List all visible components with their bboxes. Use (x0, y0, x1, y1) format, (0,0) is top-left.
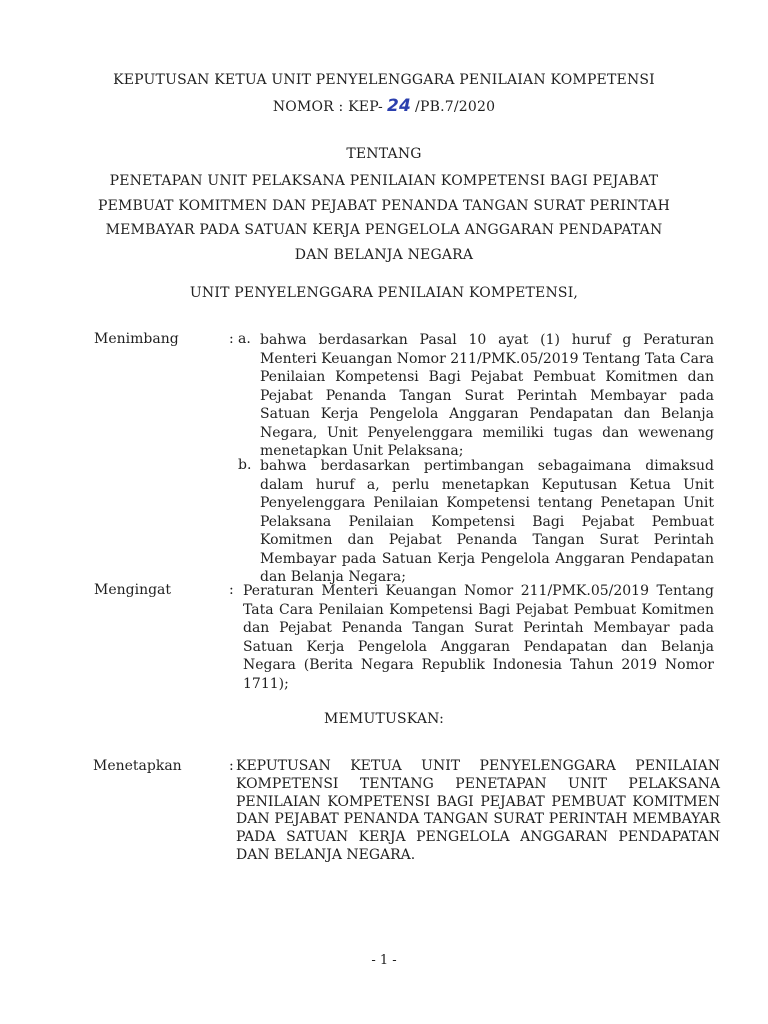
decree-number-prefix: NOMOR : KEP- (272, 99, 383, 115)
subject-line: PEMBUAT KOMITMEN DAN PEJABAT PENANDA TANGAN SURAT PERINTAH (97, 197, 671, 214)
subject-line: DAN BELANJA NEGARA (294, 246, 474, 263)
mengingat-colon: : (229, 582, 234, 598)
menetapkan-colon: : (229, 758, 234, 774)
issuing-authority: UNIT PENYELENGGARA PENILAIAN KOMPETENSI, (189, 285, 579, 301)
menimbang-label: Menimbang (94, 331, 179, 347)
menimbang-item-b: bahwa berdasarkan pertimbangan sebagaimana dimaksud dalam huruf a, perlu menetapkan Keputusan Ketua Unit Penyelenggara Penilaian Kompetensi tentang Penetapan Unit Pelaksana Penilaian Kompetensi Bagi Pejabat Pembuat Komitmen dan Pejabat Penanda Tangan Surat Perintah Membayar pada Satuan Kerja Pengelola Anggaran Pendapatan dan Belanja Negara; (260, 458, 714, 585)
decree-title: KEPUTUSAN KETUA UNIT PENYELENGGARA PENILAIAN KOMPETENSI (113, 72, 655, 88)
memutuskan-heading: MEMUTUSKAN: (323, 711, 445, 727)
menimbang-item-letter-b: b. (238, 457, 252, 473)
tentang-heading: TENTANG (346, 146, 422, 162)
decree-number (0, 96, 768, 116)
page-number: - 1 - (371, 953, 397, 968)
decree-number-handwritten: 24 (386, 96, 412, 116)
menimbang-colon: : (229, 331, 234, 347)
subject-line: PENETAPAN UNIT PELAKSANA PENILAIAN KOMPETENSI BAGI PEJABAT (109, 173, 659, 189)
decree-subject (0, 169, 768, 267)
decree-number-suffix: /PB.7/2020 (415, 99, 496, 115)
menetapkan-label: Menetapkan (93, 758, 182, 774)
menimbang-item-a: bahwa berdasarkan Pasal 10 ayat (1) huruf g Peraturan Menteri Keuangan Nomor 211/PMK.05/2019 Tentang Tata Cara Penilaian Kompetensi Bagi Pejabat Pembuat Komitmen dan Pejabat Penanda Tangan Surat Perintah Membayar pada Satuan Kerja Pengelola Anggaran Pendapatan dan Belanja Negara, Unit Penyelenggara memiliki tugas dan wewenang menetapkan Unit Pelaksana; (260, 332, 715, 459)
mengingat-label: Mengingat (94, 582, 172, 598)
subject-line: MEMBAYAR PADA SATUAN KERJA PENGELOLA ANGGARAN PENDAPATAN (105, 222, 663, 238)
mengingat-text: Peraturan Menteri Keuangan Nomor 211/PMK.05/2019 Tentang Tata Cara Penilaian Kompetensi Bagi Pejabat Pembuat Komitmen dan Pejabat Penanda Tangan Surat Perintah Membayar pada Satuan Kerja Pengelola Anggaran Pendapatan dan Belanja Negara (Berita Negara Republik Indonesia Tahun 2019 Nomor 1711); (243, 583, 714, 692)
menimbang-item-letter-a: a. (238, 331, 251, 347)
menetapkan-text: KEPUTUSAN KETUA UNIT PENYELENGGARA PENILAIAN KOMPETENSI TENTANG PENETAPAN UNIT PELAKSANA PENILAIAN KOMPETENSI BAGI PEJABAT PEMBUAT KOMITMEN DAN PEJABAT PENANDA TANGAN SURAT PERINTAH MEMBAYAR PADA SATUAN KERJA PENGELOLA ANGGARAN PENDAPATAN DAN BELANJA NEGARA. (236, 758, 720, 863)
